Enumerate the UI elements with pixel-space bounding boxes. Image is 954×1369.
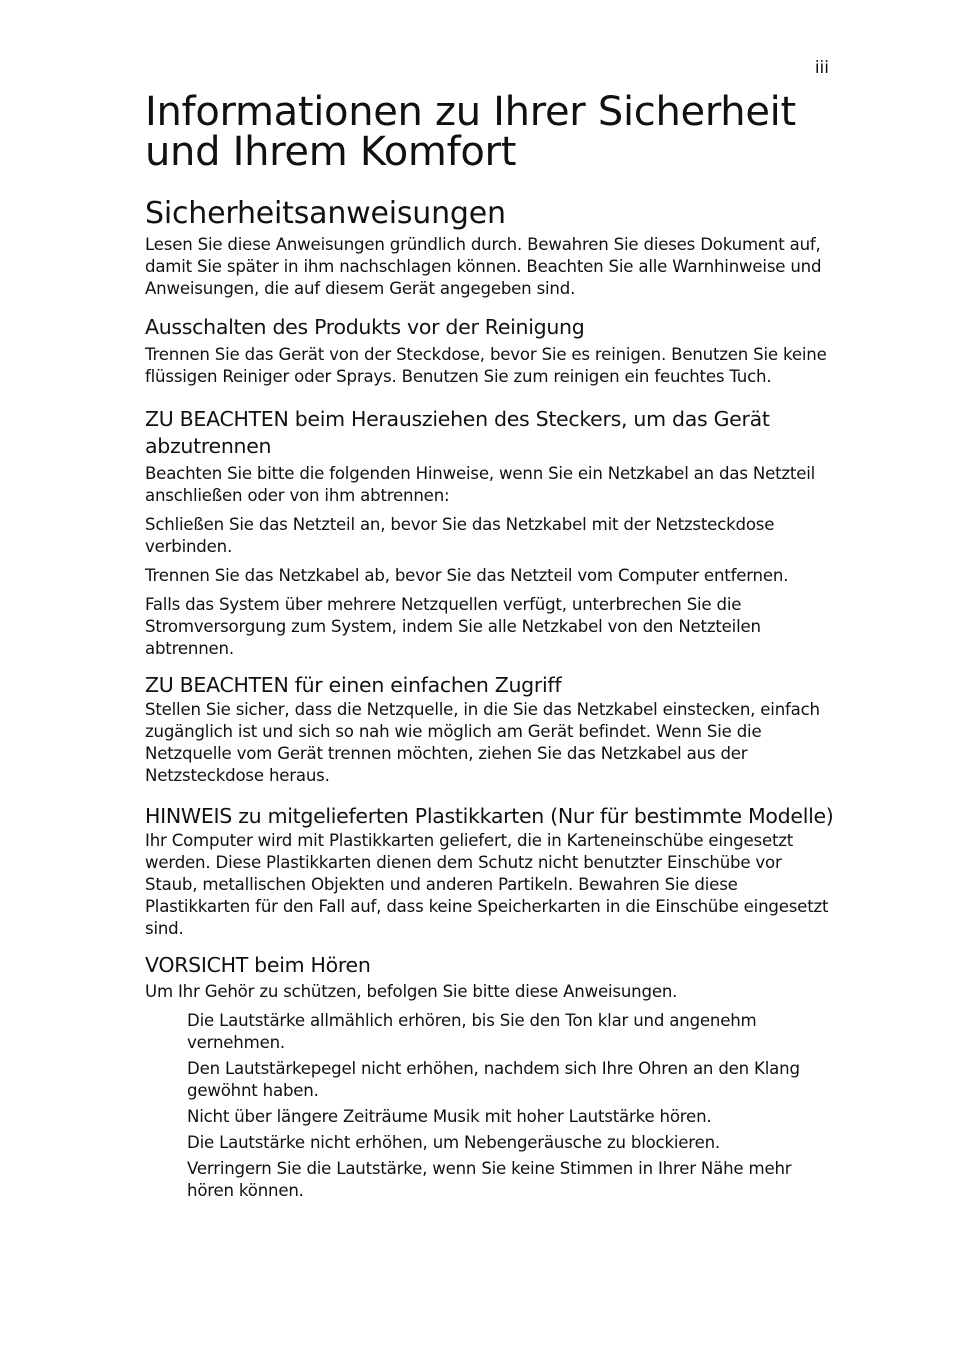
heading-cleaning: Ausschalten des Produkts vor der Reinigung [145,315,585,339]
paragraph: Trennen Sie das Netzkabel ab, bevor Sie das Netzteil vom Computer entfernen. [145,566,789,585]
document-body [145,89,835,1206]
heading-hearing: VORSICHT beim Hören [145,953,371,977]
paragraph: Um Ihr Gehör zu schützen, befolgen Sie bitte diese Anweisungen. [145,982,678,1001]
paragraph: Ihr Computer wird mit Plastikkarten geliefert, die in Karteneinschübe eingesetzt werden. Diese Plastikkarten dienen dem Schutz nicht benutzter Einschübe vor Staub, metallischen Objekten und anderen Partikeln. Bewahren Sie diese Plastikkarten für den Fall auf, dass keine Speicherkarten in die Einschübe eingesetzt sind. [145,831,829,938]
heading-plastic-cards: HINWEIS zu mitgelieferten Plastikkarten (Nur für bestimmte Modelle) [145,804,834,828]
list-item: Nicht über längere Zeiträume Musik mit hoher Lautstärke hören. [187,1107,712,1126]
paragraph: Trennen Sie das Gerät von der Steckdose, bevor Sie es reinigen. Benutzen Sie keine flüssigen Reiniger oder Sprays. Benutzen Sie zum reinigen ein feuchtes Tuch. [145,345,827,386]
list-item: Die Lautstärke nicht erhöhen, um Nebengeräusche zu blockieren. [187,1133,720,1152]
hearing-list [145,1010,835,1202]
paragraph: Beachten Sie bitte die folgenden Hinweise, wenn Sie ein Netzkabel an das Netzteil anschließen oder von ihm abtrennen: [145,464,816,505]
intro-paragraph: Lesen Sie diese Anweisungen gründlich durch. Bewahren Sie dieses Dokument auf, damit Sie später in ihm nachschlagen können. Beachten Sie alle Warnhinweise und Anweisungen, die auf diesem Gerät angegeben sind. [145,235,822,298]
paragraph: Stellen Sie sicher, dass die Netzquelle, in die Sie das Netzkabel einstecken, einfach zugänglich ist und sich so nah wie möglich am Gerät befindet. Wenn Sie die Netzquelle vom Gerät trennen möchten, ziehen Sie das Netzkabel aus der Netzsteckdose heraus. [145,700,820,785]
page-title: Informationen zu Ihrer Sicherheit und Ihrem Komfort [145,89,796,175]
section-title: Sicherheitsanweisungen [145,196,506,231]
list-item: Den Lautstärkepegel nicht erhöhen, nachdem sich Ihre Ohren an den Klang gewöhnt haben. [187,1059,800,1100]
heading-access: ZU BEACHTEN für einen einfachen Zugriff [145,673,562,697]
paragraph: Schließen Sie das Netzteil an, bevor Sie das Netzkabel mit der Netzsteckdose verbinden. [145,515,775,556]
paragraph: Falls das System über mehrere Netzquellen verfügt, unterbrechen Sie die Stromversorgung zum System, indem Sie alle Netzkabel von den Netzteilen abtrennen. [145,595,761,658]
heading-unplugging: ZU BEACHTEN beim Herausziehen des Steckers, um das Gerät abzutrennen [145,407,770,458]
page-number: iii [814,58,829,78]
list-item: Verringern Sie die Lautstärke, wenn Sie keine Stimmen in Ihrer Nähe mehr hören können. [187,1159,792,1200]
list-item: Die Lautstärke allmählich erhören, bis Sie den Ton klar und angenehm vernehmen. [187,1011,757,1052]
